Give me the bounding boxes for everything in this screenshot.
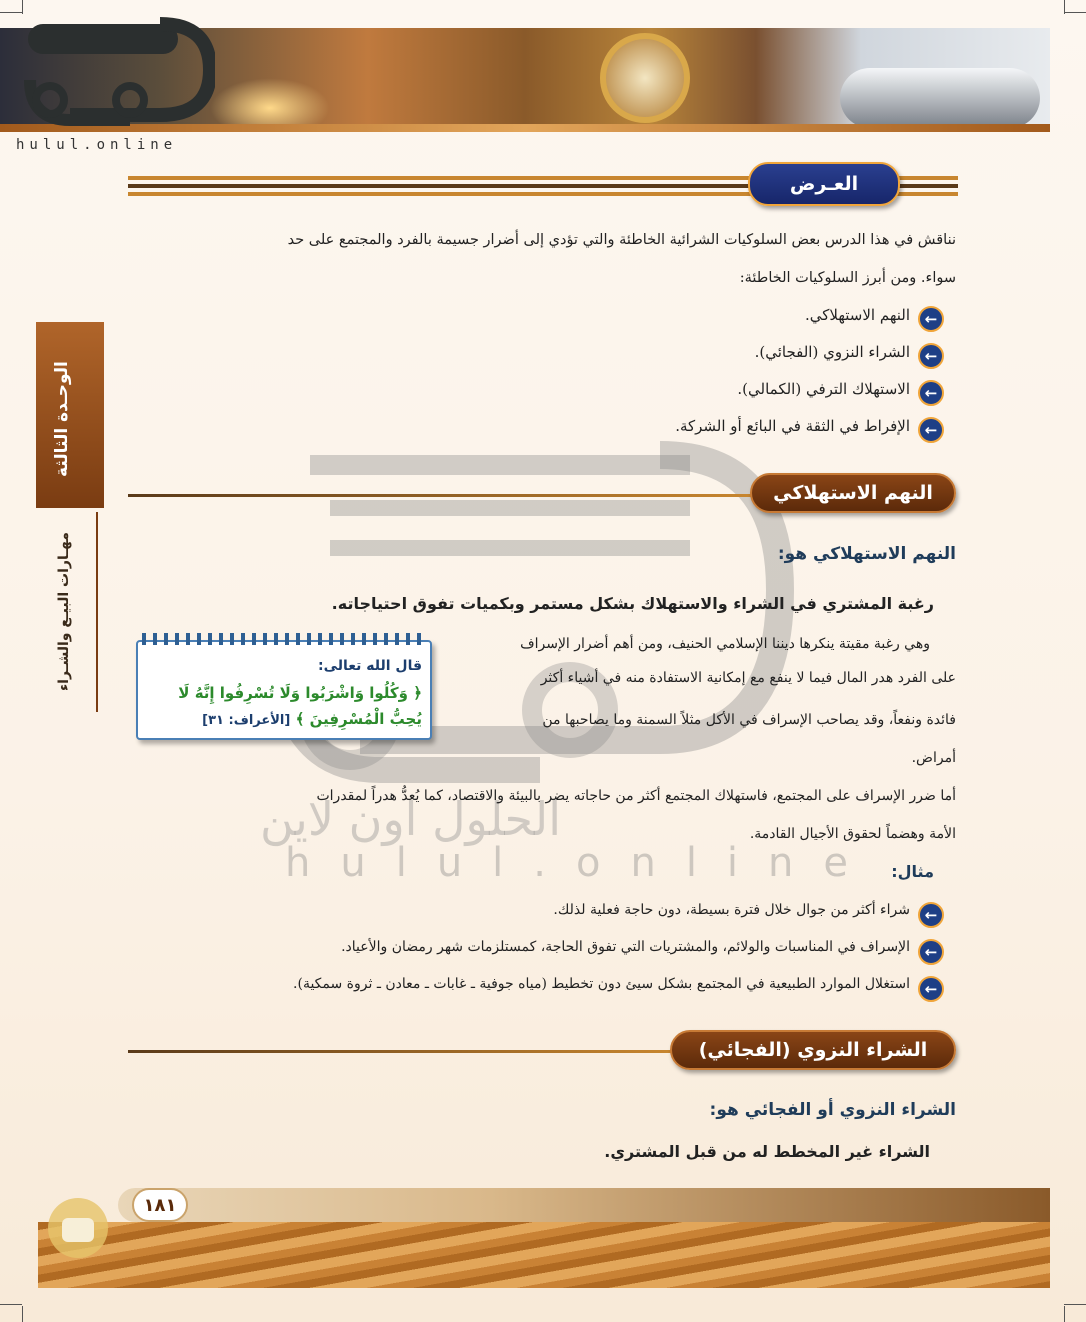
arrow-bullet-icon: ← xyxy=(918,417,944,443)
arrow-bullet-icon: ← xyxy=(918,976,944,1002)
list-item: الإفراط في الثقة في البائع أو الشركة. xyxy=(675,417,910,435)
unit-tab-label: الوحـدة الثالثة xyxy=(52,361,72,477)
quran-verse-box xyxy=(136,640,432,740)
definition-title: الشراء النزوي أو الفجائي هو: xyxy=(709,1100,956,1120)
intro-line-1: نناقش في هذا الدرس بعض السلوكيات الشرائية الخاطئة والتي تؤدي إلى أضرار جسيمة بالفرد والمجتمع على حد xyxy=(287,232,956,248)
arrow-bullet-icon: ← xyxy=(918,343,944,369)
definition-text: رغبة المشتري في الشراء والاستهلاك بشكل مستمر وبكميات تفوق احتياجاته. xyxy=(331,594,934,613)
logo-url[interactable]: hulul.online xyxy=(16,137,178,153)
paragraph-line: وهي رغبة مقيتة ينكرها ديننا الإسلامي الحنيف، ومن أهم أضرار الإسراف xyxy=(520,636,930,652)
example-item: الإسراف في المناسبات والولائم، والمشتريات التي تفوق الحاجة، كمستلزمات شهر رمضان والأعياد. xyxy=(341,939,910,955)
list-item: النهم الاستهلاكي. xyxy=(804,306,910,324)
footer-bar xyxy=(118,1188,1050,1222)
crop-mark xyxy=(1064,1304,1086,1305)
arrow-bullet-icon: ← xyxy=(918,306,944,332)
arrow-bullet-icon: ← xyxy=(918,902,944,928)
quran-intro: قال الله تعالى: xyxy=(317,658,422,674)
example-item: شراء أكثر من جوال خلال فترة بسيطة، دون حاجة فعلية لذلك. xyxy=(553,902,910,918)
section-title-impulse: الشراء النزوي (الفجائي) xyxy=(670,1030,956,1070)
crop-mark xyxy=(1064,0,1065,14)
example-label: مثال: xyxy=(891,862,934,881)
list-item: الاستهلاك الترفي (الكمالي). xyxy=(737,380,910,398)
definition-title: النهم الاستهلاكي هو: xyxy=(777,544,956,564)
subject-label: مهـارات البيـع والشـراء xyxy=(56,532,72,692)
ministry-logo-icon xyxy=(38,1188,118,1288)
crop-mark xyxy=(1064,1306,1065,1322)
definition-text: الشراء غير المخطط له من قبل المشتري. xyxy=(604,1142,930,1161)
intro-line-2: سواء. ومن أبرز السلوكيات الخاطئة: xyxy=(739,270,956,286)
arrow-bullet-icon: ← xyxy=(918,380,944,406)
paragraph-line: فائدة ونفعاً، وقد يصاحب الإسراف في الأكل مثلاً السمنة وما يصاحبها من xyxy=(542,712,956,728)
crop-mark xyxy=(0,1304,22,1305)
arrow-bullet-icon: ← xyxy=(918,939,944,965)
crop-mark xyxy=(1064,12,1086,13)
paragraph-line: الأمة وهضماً لحقوق الأجيال القادمة. xyxy=(749,826,956,842)
section-rule xyxy=(128,1050,673,1053)
quran-verse xyxy=(144,680,422,734)
list-item: الشراء النزوي (الفجائي). xyxy=(754,343,910,361)
notebook-spiral xyxy=(142,633,426,645)
section-title-intro: العـرض xyxy=(748,162,900,206)
quran-verse-text: ﴿ وَكُلُوا وَاشْرَبُوا وَلَا تُسْرِفُوا إِنَّهُ لَا يُحِبُّ الْمُسْرِفِينَ ﴾ xyxy=(178,684,422,728)
paragraph-line: على الفرد هدر المال فيما لا ينفع مع إمكانية الاستفادة منه في أشياء أكثر xyxy=(540,670,956,686)
page-number: ١٨١ xyxy=(132,1188,188,1222)
subject-divider xyxy=(96,512,98,712)
section-rule xyxy=(128,494,753,497)
example-item: استغلال الموارد الطبيعية في المجتمع بشكل سيئ دون تخطيط (مياه جوفية ـ غابات ـ معادن ـ ثروة سمكية). xyxy=(293,976,910,992)
footer-desert-image xyxy=(38,1222,1050,1288)
watermark-url: hulul.online xyxy=(285,840,879,886)
section-title-consumption: النهم الاستهلاكي xyxy=(750,473,956,513)
paragraph-line: أما ضرر الإسراف على المجتمع، فاستهلاك المجتمع أكثر من حاجاته يضر بالبيئة والاقتصاد، كما يُعدُّ هدراً لمقدرات xyxy=(316,788,956,804)
watermark-tagline: الحلول اون لاين xyxy=(260,792,561,846)
crop-mark xyxy=(22,1306,23,1322)
paragraph-line: أمراض. xyxy=(911,750,956,766)
quran-reference: [الأعراف: ٣١] xyxy=(202,713,291,728)
